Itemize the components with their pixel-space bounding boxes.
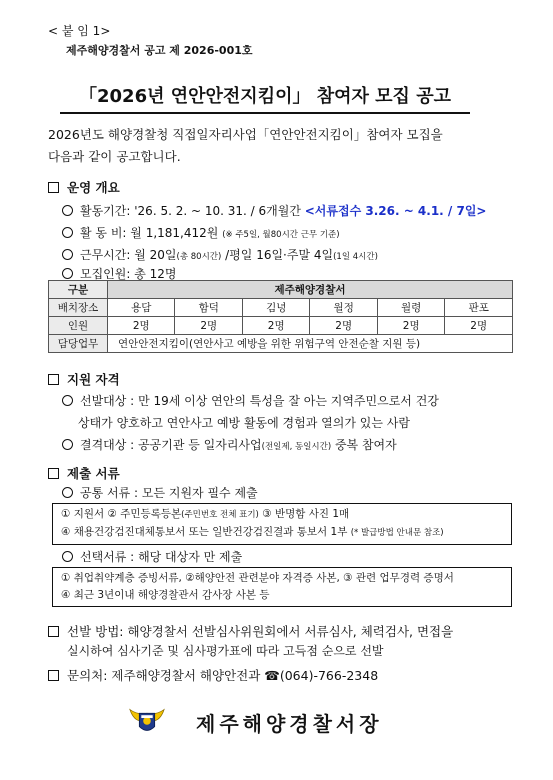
exclude-label: 결격대상 : (80, 438, 135, 452)
item-hours (62, 246, 378, 263)
select-docs-line-1: ① 취업취약계층 증빙서류, ②해양안전 관련분야 자격증 사본, ③ 관련 업무경력 증명서 (61, 572, 454, 584)
select-docs-line-2: ④ 최근 3년이내 해양경찰관서 감사장 사본 등 (61, 589, 270, 601)
checkbox-icon (48, 626, 59, 637)
item-period (62, 202, 486, 219)
pay-note: (※ 주5일, 월80시간 근무 기준) (222, 230, 340, 240)
people-cell: 2명 (108, 317, 175, 335)
section-docs-heading: 제출 서류 (67, 466, 120, 481)
period-highlight: <서류접수 3.26. ~ 4.1. / 7일> (304, 204, 487, 218)
people-cell: 2명 (445, 317, 513, 335)
placement-table (48, 280, 513, 353)
people-cell: 2명 (175, 317, 242, 335)
hours-label: 근무시간: (80, 248, 131, 262)
place-cell: 월정 (310, 299, 377, 317)
issuing-organization: 제주해양경찰서장 (196, 712, 383, 736)
section-docs (48, 464, 120, 482)
bullet-circle-icon (62, 551, 73, 562)
place-cell: 판포 (445, 299, 513, 317)
bullet-circle-icon (62, 487, 73, 498)
table-row (49, 317, 513, 335)
common-value: 모든 지원자 필수 제출 (141, 486, 258, 500)
common-line-2-note: (* 발급방법 안내문 참조) (350, 528, 444, 538)
contact-value: 제주해양경찰서 해양안전과 ☎(064)-766-2348 (111, 668, 379, 683)
target-line-1: 만 19세 이상 연안의 특성을 잘 아는 지역주민으로서 건강 (138, 394, 439, 408)
section-qualify (48, 370, 120, 388)
section-qualify-heading: 지원 자격 (67, 372, 120, 387)
section-overview-heading: 운영 개요 (67, 180, 120, 195)
bullet-circle-icon (62, 249, 73, 260)
common-docs-line-1 (61, 506, 503, 524)
target-label: 선발대상 : (80, 394, 135, 408)
row-label-duty: 담당업무 (49, 335, 108, 353)
intro-line-1: 2026년도 해양경찰청 직접일자리사업「연안안전지킴이」참여자 모집을 (48, 127, 443, 142)
place-cell: 함덕 (175, 299, 242, 317)
checkbox-icon (48, 670, 59, 681)
bullet-circle-icon (62, 205, 73, 216)
bullet-circle-icon (62, 439, 73, 450)
place-cell: 월령 (377, 299, 444, 317)
item-pay (62, 224, 340, 241)
hours-note-a: (총 80시간) (176, 252, 222, 262)
select-label: 선택서류 : (80, 550, 135, 564)
hours-value-b: /평일 16일·주말 4일 (225, 248, 334, 262)
checkbox-icon (48, 182, 59, 193)
place-cell: 김녕 (242, 299, 309, 317)
table-row (49, 299, 513, 317)
common-line-1a: ① 지원서 ② 주민등록등본 (61, 508, 182, 520)
intro-line-2: 다음과 같이 공고합니다. (48, 149, 181, 164)
page-title: 「2026년 연안안전지킴이」 참여자 모집 공고 (79, 86, 451, 107)
item-exclude (62, 436, 397, 453)
recruit-value: 총 12명 (134, 267, 177, 281)
title-underline (60, 112, 470, 114)
period-value: '26. 5. 2. ~ 10. 31. / 6개월간 (134, 204, 301, 218)
duty-cell: 연안안전지킴이(연안사고 예방을 위한 위험구역 안전순찰 지원 등) (108, 335, 513, 353)
section-contact (48, 666, 378, 684)
common-line-2a: ④ 채용건강검진대체통보서 또는 일반건강검진결과 통보서 1부 (61, 526, 348, 538)
common-line-1b: ③ 반명함 사진 1매 (262, 508, 350, 520)
bullet-circle-icon (62, 395, 73, 406)
section-selection (48, 622, 453, 640)
bullet-circle-icon (62, 268, 73, 279)
hours-value-a: 월 20일 (134, 248, 177, 262)
table-header-org: 제주해양경찰서 (108, 281, 513, 299)
common-docs-line-2 (61, 524, 503, 542)
bullet-circle-icon (62, 227, 73, 238)
place-cell: 용담 (108, 299, 175, 317)
checkbox-icon (48, 468, 59, 479)
row-label-people: 인원 (49, 317, 108, 335)
pay-label: 활 동 비: (80, 226, 127, 240)
people-cell: 2명 (310, 317, 377, 335)
exclude-value: 공공기관 등 일자리사업 (138, 438, 262, 452)
common-docs-box (52, 503, 512, 545)
contact-label: 문의처: (67, 668, 108, 683)
select-docs-box (52, 567, 512, 607)
checkbox-icon (48, 374, 59, 385)
selection-label: 선발 방법: (67, 624, 124, 639)
section-overview (48, 178, 120, 196)
selection-line-2: 실시하여 심사기준 및 심사평가표에 따라 고득점 순으로 선발 (67, 644, 384, 658)
common-label: 공통 서류 : (80, 486, 139, 500)
item-common-docs (62, 484, 258, 501)
selection-line-1: 해양경찰서 선발심사위원회에서 서류심사, 체력검사, 면접을 (127, 624, 454, 639)
recruit-label: 모집인원: (80, 267, 131, 281)
item-select-docs (62, 548, 242, 565)
people-cell: 2명 (377, 317, 444, 335)
annex-label: < 붙 임 1> (48, 24, 111, 38)
table-header-division: 구분 (49, 281, 108, 299)
notice-number: 제주해양경찰서 공고 제 2026-001호 (66, 44, 253, 57)
exclude-tail: 중복 참여자 (334, 438, 397, 452)
common-line-1-note: (주민번호 전체 표기) (181, 510, 259, 520)
pay-value: 월 1,181,412원 (130, 226, 219, 240)
coast-guard-emblem-icon (128, 700, 166, 738)
target-line-2: 상태가 양호하고 연안사고 예방 활동에 경험과 열의가 있는 사람 (78, 416, 410, 430)
row-label-place: 배치장소 (49, 299, 108, 317)
period-label: 활동기간: (80, 204, 131, 218)
exclude-note: (전일제, 동일시간) (261, 442, 332, 452)
select-value: 해당 대상자 만 제출 (138, 550, 243, 564)
hours-note-b: (1일 4시간) (333, 252, 378, 262)
table-row (49, 335, 513, 353)
item-target (62, 392, 439, 409)
people-cell: 2명 (242, 317, 309, 335)
